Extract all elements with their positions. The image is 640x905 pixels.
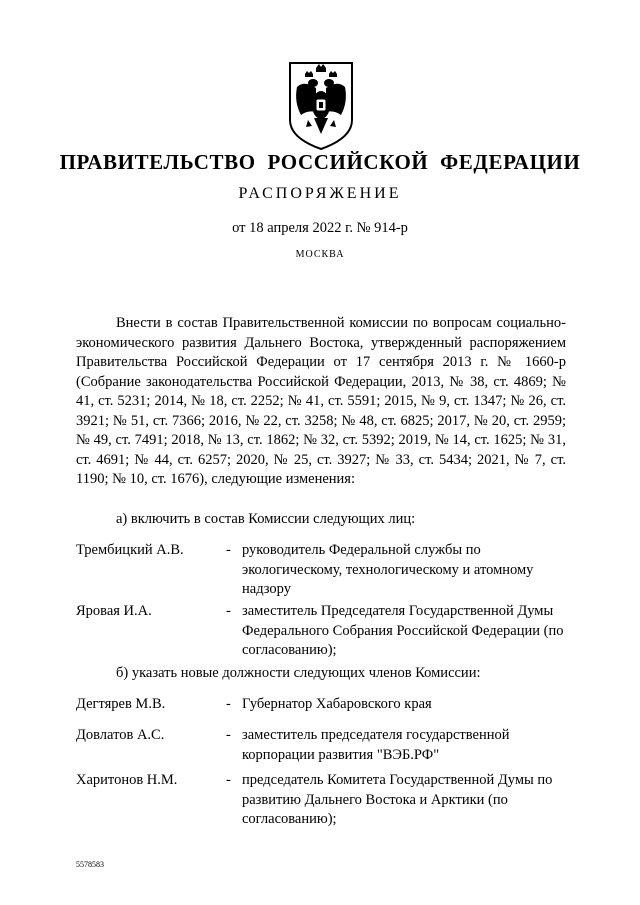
member-name: Дегтярев М.В. <box>76 696 166 712</box>
member-dash: - <box>226 772 231 788</box>
document-date-number: от 18 апреля 2022 г. № 914-р <box>232 220 408 236</box>
government-title: ПРАВИТЕЛЬСТВО РОССИЙСКОЙ ФЕДЕРАЦИИ <box>59 150 581 174</box>
section-b-heading: б) указать новые должности следующих членов Комиссии: <box>116 665 481 681</box>
intro-paragraph: Внести в состав Правительственной комиссии по вопросам социально-экономического развития Дальнего Востока, утвержденный распоряжением Правительства Российской Федерации от 17 сентября 2013 г. № 1660-р (Собрание законодательства Российской Федерации, 2013, № 38, ст. 4869; № 41, ст. 5231; 2014, № 18, ст. 2252; № 41, ст. 5591; 2015, № 9, ст. 1347; № 26, ст. 3921; № 51, ст. 7366; 2016, № 22, ст. 3258; № 48, ст. 6825; 2017, № 20, ст. 2959; № 49, ст. 7491; 2018, № 13, ст. 1862; № 32, ст. 5392; 2019, № 14, ст. 1625; № 31, ст. 4691; № 44, ст. 6257; 2020, № 25, ст. 3927; № 33, ст. 5434; 2021, № 7, ст. 1190; № 10, ст. 1676), следующие изменения: <box>76 315 566 487</box>
russian-coat-of-arms-icon <box>286 60 356 152</box>
document-city: МОСКВА <box>295 249 345 260</box>
member-name: Трембицкий А.В. <box>76 542 184 558</box>
member-dash: - <box>226 542 231 558</box>
member-dash: - <box>226 727 231 743</box>
document-type: РАСПОРЯЖЕНИЕ <box>238 185 402 202</box>
member-dash: - <box>226 696 231 712</box>
member-role: председатель Комитета Государственной Думы по развитию Дальнего Востока и Арктики (по согласованию); <box>242 772 553 827</box>
member-role: заместитель Председателя Государственной Думы Федерального Собрания Российской Федерации (по согласованию); <box>242 603 564 658</box>
member-name: Харитонов Н.М. <box>76 772 178 788</box>
member-dash: - <box>226 603 231 619</box>
member-name: Довлатов А.С. <box>76 727 165 743</box>
section-a-heading: а) включить в состав Комиссии следующих лиц: <box>116 511 416 527</box>
member-role: Губернатор Хабаровского края <box>242 696 432 712</box>
member-role: заместитель председателя государственной корпорации развития "ВЭБ.РФ" <box>242 727 510 763</box>
member-role: руководитель Федеральной службы по экологическому, технологическому и атомному надзору <box>242 542 534 597</box>
document-code: 5578583 <box>76 860 104 869</box>
member-name: Яровая И.А. <box>76 603 152 619</box>
